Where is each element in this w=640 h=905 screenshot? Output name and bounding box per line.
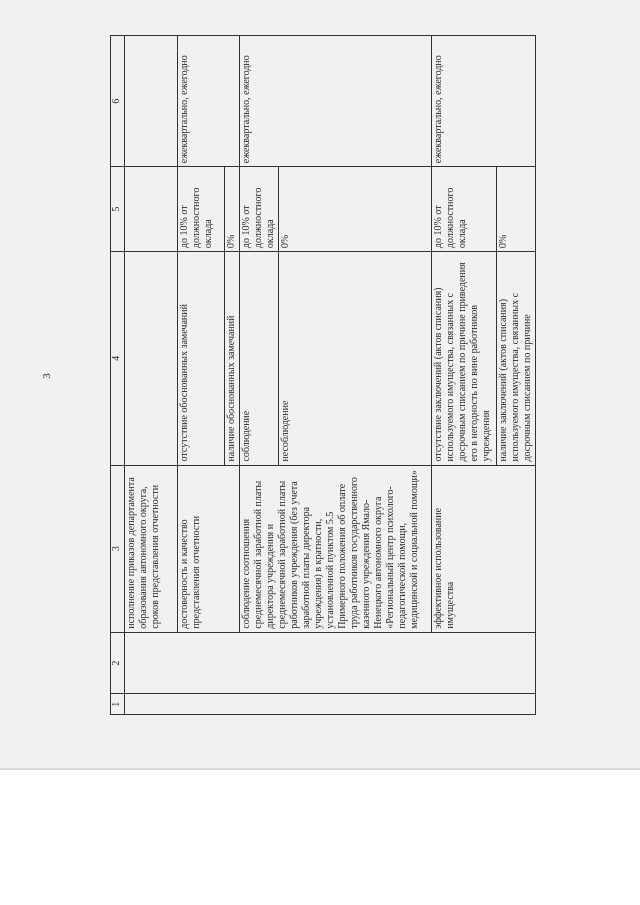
- criteria-table: [110, 35, 536, 715]
- criterion-cell: эффективное использование имущества: [432, 465, 536, 632]
- value-cell: до 10% от должностного оклада: [178, 167, 225, 252]
- criterion-cell: исполнение приказов департамента образования автономного округа, сроков представления отчетности: [125, 465, 178, 632]
- table-row: [432, 36, 497, 715]
- value-cell: [125, 167, 178, 252]
- value-cell: до 10% от должностного оклада: [432, 167, 497, 252]
- periodicity-cell: [125, 36, 178, 167]
- condition-cell: [125, 252, 178, 465]
- header-cell: 6: [111, 36, 125, 167]
- page-number: 3: [40, 373, 53, 379]
- value-cell: до 10% от должностного оклада: [240, 167, 279, 252]
- table-row: [240, 36, 279, 715]
- header-cell: 5: [111, 167, 125, 252]
- condition-cell: несоблюдение: [279, 252, 432, 465]
- header-cell: 2: [111, 632, 125, 694]
- criterion-cell: соблюдение соотношения среднемесячной заработной платы директора учреждения и среднемесячной заработной платы работников учреждения (без учета заработной платы директора учреждения) в кратности, установленной пунктом 5.5 Примерного положения об оплате труда работников государственного казенного учреждения Ямало-Ненецкого автономного округа «Региональный центр психолого-педагогической помощи, медицинской и социальной помощи»: [240, 465, 432, 632]
- condition-cell: соблюдение: [240, 252, 279, 465]
- header-cell: 1: [111, 694, 125, 715]
- table-row: [178, 36, 225, 715]
- header-cell: 3: [111, 465, 125, 632]
- header-row: [111, 36, 125, 715]
- header-cell: 4: [111, 252, 125, 465]
- col1-cell: [125, 694, 536, 715]
- scan-edge: [0, 768, 640, 770]
- criterion-cell: достоверность и качество представления отчетности: [178, 465, 240, 632]
- periodicity-cell: ежеквартально, ежегодно: [240, 36, 432, 167]
- condition-cell: наличие обоснованных замечаний: [225, 252, 240, 465]
- value-cell: 0%: [279, 167, 432, 252]
- col2-cell: [125, 632, 536, 694]
- value-cell: 0%: [225, 167, 240, 252]
- value-cell: 0%: [497, 167, 536, 252]
- table-row: [125, 36, 178, 715]
- rotated-table-wrapper: [110, 35, 615, 715]
- condition-cell: наличие заключений (актов списания) используемого имущества, связанных с досрочным списанием по причине: [497, 252, 536, 465]
- periodicity-cell: ежеквартально, ежегодно: [178, 36, 240, 167]
- condition-cell: отсутствие обоснованных замечаний: [178, 252, 225, 465]
- condition-cell: отсутствие заключений (актов списания) используемого имущества, связанных с досрочным списанием по причине приведения его в негодность по вине работников учреждения: [432, 252, 497, 465]
- periodicity-cell: ежеквартально, ежегодно: [432, 36, 536, 167]
